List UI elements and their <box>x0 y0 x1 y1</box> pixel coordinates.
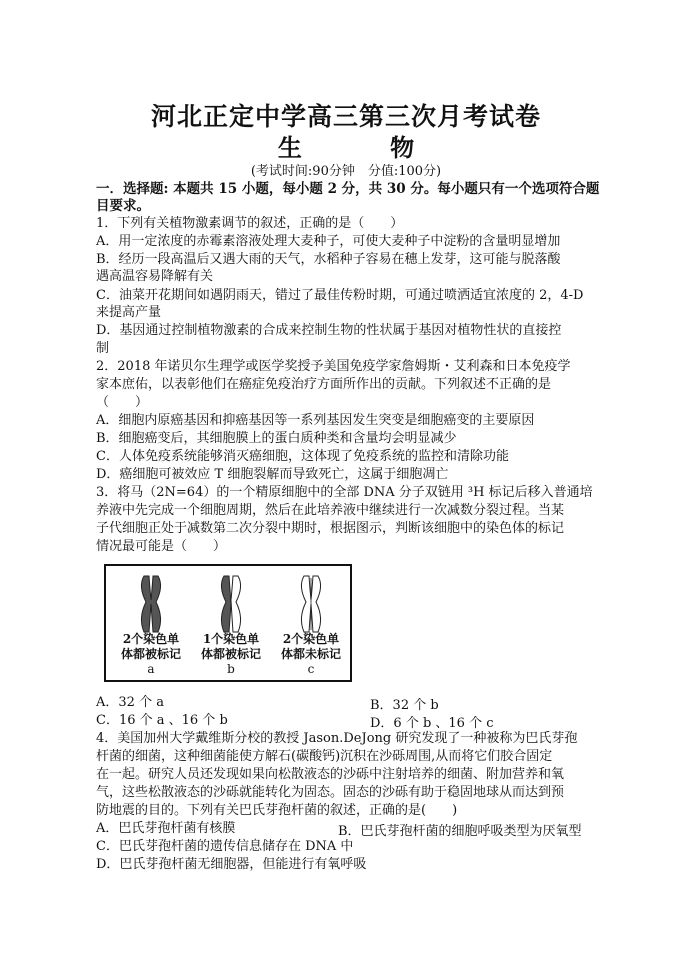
q4-stem: 4．美国加州大学戴维斯分校的教授 Jason.DeJong 研究发现了一种被称为巴氏芽孢 <box>96 731 578 746</box>
q4-option-b: B．巴氏芽孢杆菌的细胞呼吸类型为厌氧型 <box>338 824 582 839</box>
q4-stem-cont4: 防地震的目的。下列有关巴氏芽孢杆菌的叙述，正确的是( ) <box>96 803 458 818</box>
figure-item-b <box>190 566 272 680</box>
figure-label-b-line1: 1个染色单 <box>202 632 260 646</box>
q3-option-a: A．32 个 a <box>96 695 164 710</box>
q2-stem: 2．2018 年诺贝尔生理学或医学奖授予美国免疫学家詹姆斯・艾利森和日本免疫学 <box>96 359 571 374</box>
q4-stem-cont3: 气，这些松散液态的沙砾就能转化为固态。固态的沙砾有助于稳固地球从而达到预 <box>96 785 565 800</box>
q3-stem-cont: 养液中先完成一个细胞周期，然后在此培养液中继续进行一次减数分裂过程。当某 <box>96 503 565 518</box>
figure-label-a-line2: 体都被标记 <box>120 647 181 661</box>
exam-title: 河北正定中学高三第三次月考试卷 <box>150 102 541 131</box>
figure-label-a-line1: 2个染色单 <box>122 632 180 646</box>
chromosome-figure <box>104 564 352 682</box>
q3-stem: 3．将马（2N=64）的一个精原细胞中的全部 DNA 分子双链用 ³H 标记后移入普通培 <box>96 485 593 500</box>
section-heading-cont: 目要求。 <box>96 198 150 214</box>
q1-stem: 1．下列有关植物激素调节的叙述，正确的是（ ） <box>96 216 404 231</box>
q2-option-a: A．细胞内原癌基因和抑癌基因等一系列基因发生突变是细胞癌变的主要原因 <box>96 413 535 428</box>
q3-stem-cont3: 情况最可能是（ ） <box>96 539 227 554</box>
q2-stem-blank: （ ） <box>96 395 149 410</box>
q3-option-c: C．16 个 a 、16 个 b <box>96 713 228 728</box>
chromosome-unlabeled-icon <box>296 574 326 634</box>
q1-option-c-cont: 来提高产量 <box>96 305 162 320</box>
figure-tag-b: b <box>227 662 235 676</box>
q4-stem-cont: 杆菌的细菌，这种细菌能使方解石(碳酸钙)沉积在沙砾周围,从而将它们胶合固定 <box>96 749 553 764</box>
q4-stem-cont2: 在一起。研究人员还发现如果向松散液态的沙砾中注射培养的细菌、附加营养和氧 <box>96 767 565 782</box>
q4-option-a: A．巴氏芽孢杆菌有核膜 <box>96 821 236 836</box>
q3-stem-cont2: 子代细胞正处于减数第二次分裂中期时，根据图示，判断该细胞中的染色体的标记 <box>96 521 565 536</box>
q1-option-d: D．基因通过控制植物激素的合成来控制生物的性状属于基因对植物性状的直接控 <box>96 323 562 338</box>
exam-subject: 生 物 <box>277 133 455 162</box>
figure-item-c <box>270 566 352 680</box>
q2-option-c: C．人体免疫系统能够消灭癌细胞，这体现了免疫系统的监控和清除功能 <box>96 449 509 464</box>
chromosome-both-labeled-icon <box>136 574 166 634</box>
q4-option-d: D．巴氏芽孢杆菌无细胞器，但能进行有氧呼吸 <box>96 857 367 872</box>
q2-stem-cont: 家本庶佑，以表彰他们在癌症免疫治疗方面所作出的贡献。下列叙述不正确的是 <box>96 377 552 392</box>
exam-info: (考试时间:90分钟 分值:100分) <box>250 164 442 179</box>
chromosome-one-labeled-icon <box>216 574 246 634</box>
figure-label-c-line2: 体都未标记 <box>280 647 341 661</box>
q4-option-c: C．巴氏芽孢杆菌的遗传信息储存在 DNA 中 <box>96 839 354 854</box>
q2-option-d: D．癌细胞可被效应 T 细胞裂解而导致死亡，这属于细胞凋亡 <box>96 467 449 482</box>
figure-tag-c: c <box>307 662 315 676</box>
figure-label-c-line1: 2个染色单 <box>282 632 340 646</box>
figure-label-b-line2: 体都被标记 <box>200 647 261 661</box>
q2-option-b: B．细胞癌变后，其细胞膜上的蛋白质种类和含量均会明显减少 <box>96 431 457 446</box>
q1-option-c: C．油菜开花期间如遇阴雨天，错过了最佳传粉时期，可通过喷洒适宜浓度的 2，4-D <box>96 288 584 303</box>
section-heading: 一．选择题: 本题共 15 小题，每小题 2 分，共 30 分。每小题只有一个选项符合题 <box>96 181 600 197</box>
q1-option-a: A．用一定浓度的赤霉素溶液处理大麦种子，可使大麦种子中淀粉的含量明显增加 <box>96 234 561 249</box>
figure-item-a <box>110 566 192 680</box>
q1-option-b: B．经历一段高温后又遇大雨的天气，水稻种子容易在穗上发芽，这可能与脱落酸 <box>96 252 561 267</box>
q3-option-d: D．6 个 b 、16 个 c <box>370 716 494 731</box>
figure-tag-a: a <box>147 662 155 676</box>
q1-option-d-cont: 制 <box>96 341 110 356</box>
q1-option-b-cont: 遇高温容易降解有关 <box>96 269 214 284</box>
q3-option-b: B．32 个 b <box>370 698 439 713</box>
